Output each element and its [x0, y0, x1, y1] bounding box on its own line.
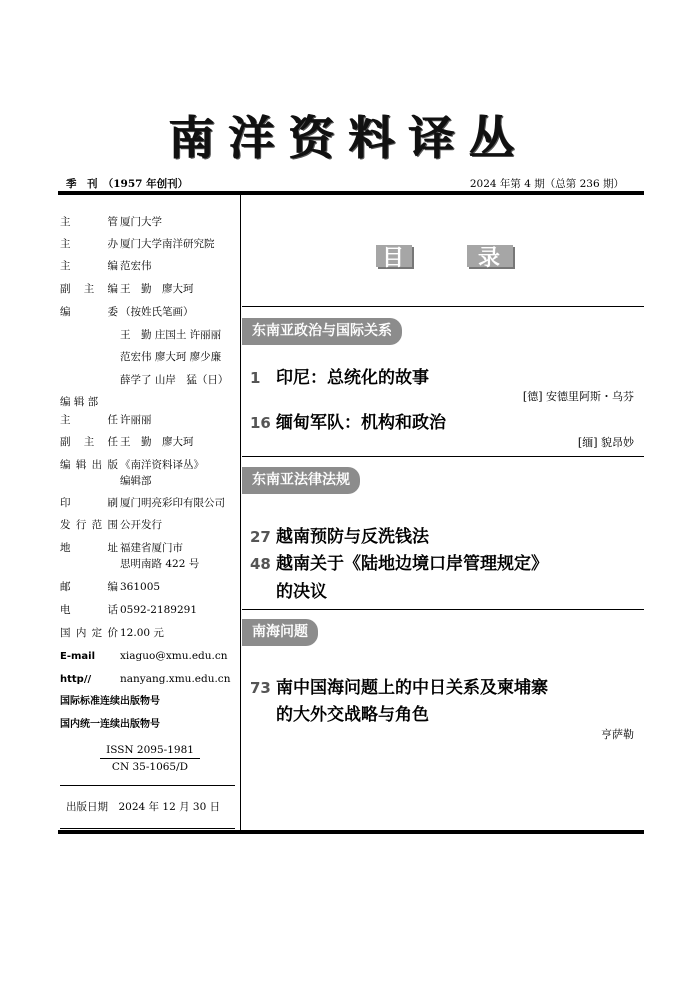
sidebar-row: 编 委 （按姓氏笔画） — [60, 306, 194, 318]
masthead-title: 南洋资料译丛 — [168, 111, 528, 165]
toc-author: [缅] 貌昂妙 — [577, 436, 634, 449]
sidebar-row: 发行范围 公开发行 — [60, 519, 162, 531]
intl-serial-label: 国际标准连续出版物号 — [60, 696, 160, 707]
toc-entry-title: 南中国海问题上的中日关系及柬埔寨 — [276, 678, 548, 698]
toc-entry — [250, 363, 429, 388]
issn-rule — [100, 758, 200, 759]
toc-author: [德] 安德里阿斯・乌芬 — [522, 390, 634, 403]
toc-entry-title-cont: 的决议 — [276, 582, 327, 602]
section-title-law: 东南亚法律法规 — [242, 467, 360, 494]
toc-entry-title: 越南预防与反洗钱法 — [276, 527, 429, 547]
toc-entry — [250, 408, 446, 433]
committee-line: 王 勤 庄国土 许丽丽 — [120, 329, 222, 341]
section-rule — [242, 456, 644, 457]
header-issue: 2024 年第 4 期（总第 236 期） — [469, 178, 624, 190]
header-founded: （1957 年创刊） — [108, 178, 189, 190]
pub-date-row: 出版日期 2024 年 12 月 30 日 — [66, 801, 221, 813]
email-row: E-mail xiaguo@xmu.edu.cn — [60, 650, 228, 662]
sidebar-divider — [240, 195, 241, 830]
domestic-serial-label: 国内统一连续出版物号 — [60, 719, 160, 730]
toc-entry-title-cont: 的大外交战略与角色 — [276, 705, 429, 725]
committee-line: 范宏伟 廖大珂 廖少廉 — [120, 351, 222, 363]
header-frequency-a: 季 — [66, 178, 77, 190]
toc-entry-title: 越南关于《陆地边境口岸管理规定》 — [276, 554, 548, 574]
toc-entry — [250, 522, 429, 547]
header-left — [66, 176, 188, 191]
sidebar-row: 主 编 范宏伟 — [60, 260, 152, 272]
header-frequency-b: 刊 — [87, 178, 98, 190]
sidebar-rule — [60, 785, 235, 786]
section-title-politics: 东南亚政治与国际关系 — [242, 318, 402, 345]
header-rule — [58, 191, 644, 195]
sidebar-row: 地 址 福建省厦门市 — [60, 542, 183, 554]
website-row: http// nanyang.xmu.edu.cn — [60, 673, 231, 685]
section-rule — [242, 609, 644, 610]
toc-page-number: 16 — [250, 414, 271, 432]
issn: ISSN 2095-1981 — [106, 744, 194, 756]
sidebar-row: 主 任 许丽丽 — [60, 414, 152, 426]
committee-line: 薛学了 山岸 猛（日） — [120, 374, 229, 386]
toc-page-number: 1 — [250, 369, 261, 387]
publisher-line2: 编辑部 — [120, 475, 152, 487]
cn-number: CN 35-1065/D — [111, 761, 189, 773]
toc-entry-title: 缅甸军队：机构和政治 — [276, 413, 446, 433]
toc-page-number: 27 — [250, 528, 271, 546]
sidebar-row: 邮 编 361005 — [60, 581, 161, 593]
address-line2: 思明南路 422 号 — [120, 558, 200, 570]
toc-title-right: 录 — [467, 245, 513, 267]
toc-title-left: 目 — [376, 245, 412, 267]
sidebar-row: 副 主 任 王 勤 廖大珂 — [60, 436, 194, 448]
toc-entry — [250, 549, 548, 574]
sidebar-row: 主 办 厦门大学南洋研究院 — [60, 238, 215, 250]
toc-author: 亨萨勒 — [601, 728, 634, 741]
sidebar-row: 主 管 厦门大学 — [60, 216, 162, 228]
sidebar-row: 编辑出版 《南洋资料译丛》 — [60, 459, 204, 471]
section-rule — [242, 306, 644, 307]
toc-entry-title: 印尼：总统化的故事 — [276, 368, 429, 388]
sidebar-row: 副 主 编 王 勤 廖大珂 — [60, 283, 194, 295]
sidebar-row: 电 话 0592-2189291 — [60, 604, 198, 616]
footer-rule — [58, 830, 644, 834]
toc-page-number: 48 — [250, 555, 271, 573]
sidebar-row: 国内定价 12.00 元 — [60, 627, 164, 639]
section-title-south-china-sea: 南海问题 — [242, 619, 318, 646]
dept-label: 编 辑 部 — [60, 396, 99, 408]
sidebar-rule — [60, 828, 235, 829]
sidebar-row: 印 刷 厦门明亮彩印有限公司 — [60, 497, 225, 509]
toc-entry — [250, 673, 548, 698]
toc-page-number: 73 — [250, 679, 271, 697]
